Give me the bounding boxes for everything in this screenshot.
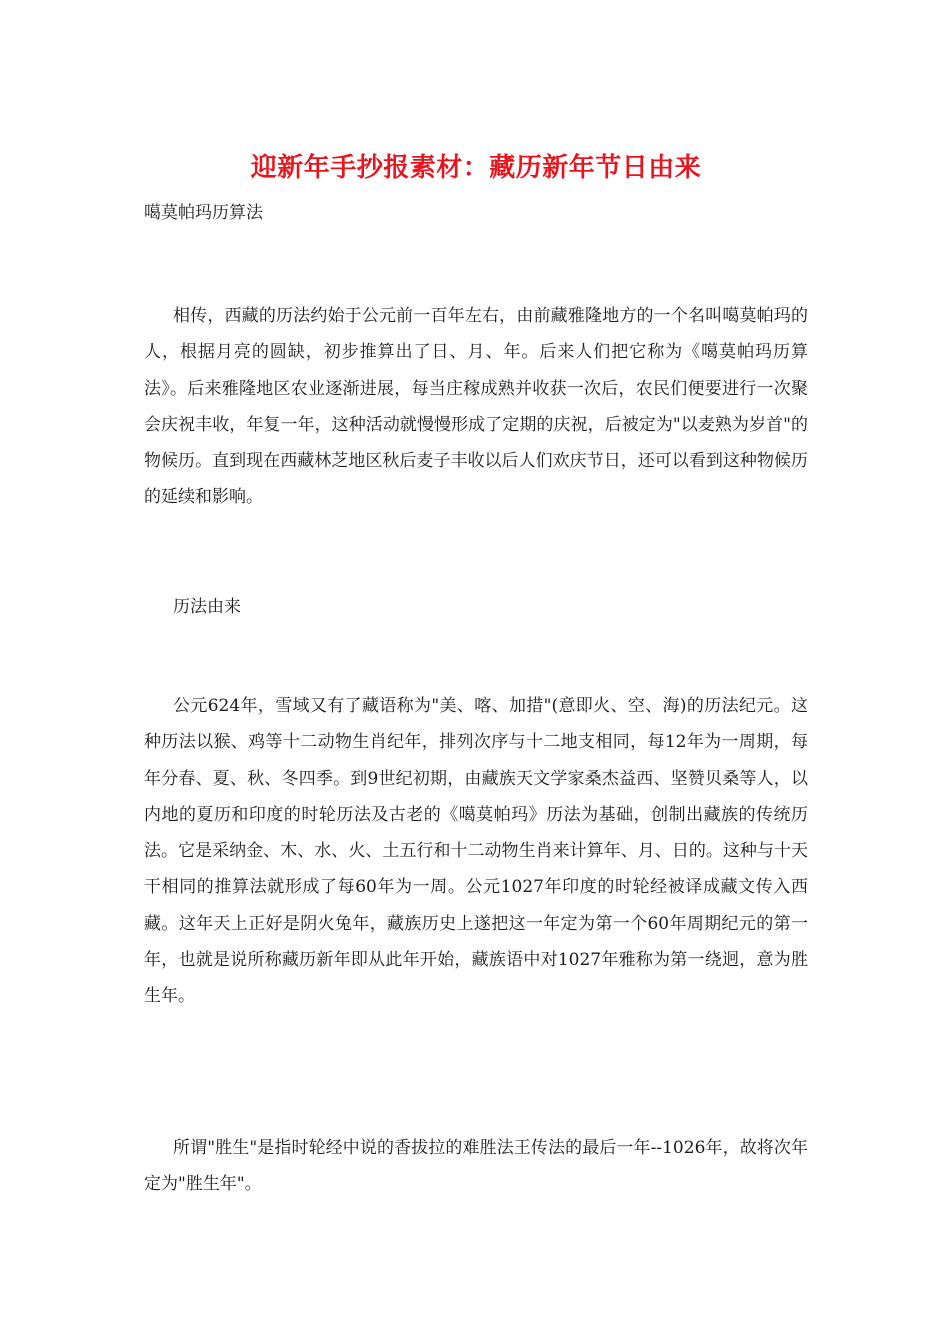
paragraph-origin: 相传，西藏的历法约始于公元前一百年左右，由前藏雅隆地方的一个名叫噶莫帕玛的人，根据月亮的圆缺，初步推算出了日、月、年。后来人们把它称为《噶莫帕玛历算法》。后来雅隆地区农业逐渐进展，每当庄稼成熟并收获一次后，农民们便要进行一次聚会庆祝丰收，年复一年，这种活动就慢慢形成了定期的庆祝，后被定为"以麦熟为岁首"的物候历。直到现在西藏林芝地区秋后麦子丰收以后人们欢庆节日，还可以看到这种物候历的延续和影响。 (144, 306, 808, 508)
paragraph-shengsheng: 所谓"胜生"是指时轮经中说的香拔拉的难胜法王传法的最后一年--1026年，故将次年定为"胜生年"。 (144, 1138, 808, 1195)
paragraph-history: 公元624年，雪域又有了藏语称为"美、喀、加措"(意即火、空、海)的历法纪元。这种历法以猴、鸡等十二动物生肖纪年，排列次序与十二地支相同，每12年为一周期，每年分春、夏、秋、冬四季。到9世纪初期，由藏族天文学家桑杰益西、坚赞贝桑等人，以内地的夏历和印度的时轮历法及古老的《噶莫帕玛》历法为基础，创制出藏族的传统历法。它是采纳金、木、水、火、土五行和十二动物生肖来计算年、月、日的。这种与十天干相同的推算法就形成了每60年为一周。公元1027年印度的时轮经被译成藏文传入西藏。这年天上正好是阴火兔年，藏族历史上遂把这一年定为第一个60年周期纪元的第一年，也就是说所称藏历新年即从此年开始，藏族语中对1027年雅称为第一绕迥，意为胜生年。 (144, 696, 808, 1007)
page-title: 迎新年手抄报素材：藏历新年节日由来 (250, 153, 702, 183)
subtitle: 噶莫帕玛历算法 (144, 203, 263, 223)
section-heading: 历法由来 (173, 597, 241, 617)
